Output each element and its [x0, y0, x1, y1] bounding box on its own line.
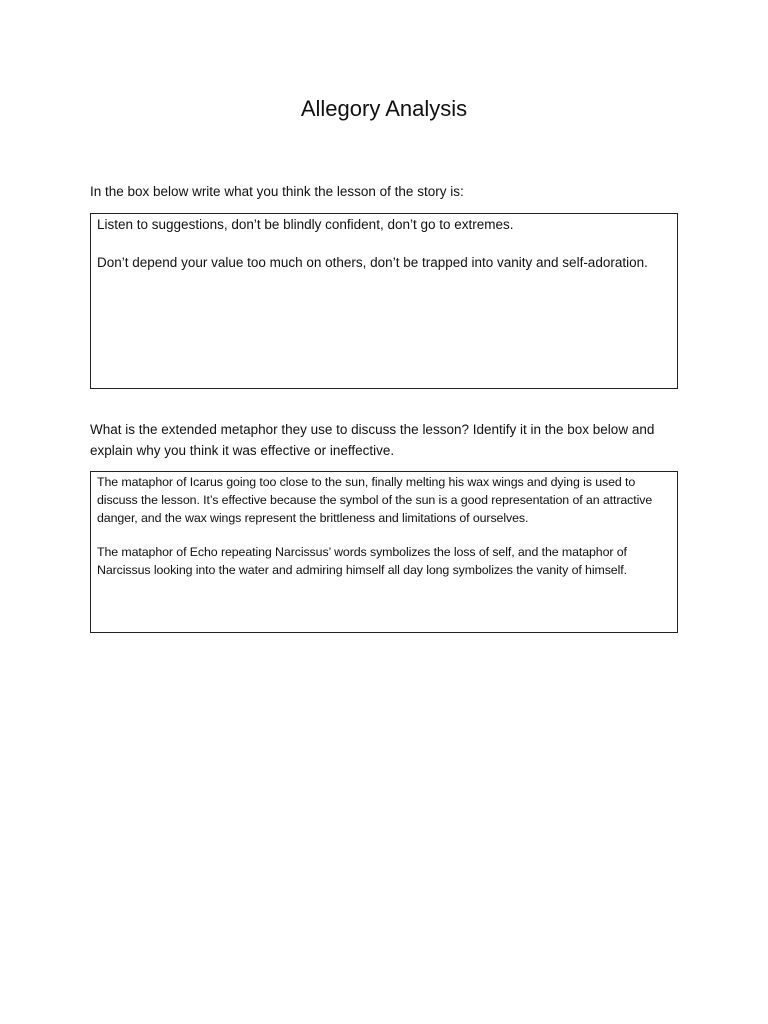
- lesson-prompt: In the box below write what you think the lesson of the story is:: [90, 184, 464, 199]
- page-title: Allegory Analysis: [300, 96, 468, 121]
- metaphor-answer-box[interactable]: [90, 471, 678, 633]
- lesson-answer-box[interactable]: [90, 213, 678, 389]
- metaphor-answer-paragraph: The mataphor of Icarus going too close to the sun, finally melting his wax wings and dying is used to discuss the lesson. It’s effective because the symbol of the sun is a good representation of an attractive danger, and the wax wings represent the brittleness and limitations of ourselves.: [97, 475, 653, 525]
- lesson-answer-paragraph: Don’t depend your value too much on others, don’t be trapped into vanity and self-adoration.: [97, 255, 648, 270]
- lesson-answer-paragraph: Listen to suggestions, don’t be blindly confident, don’t go to extremes.: [97, 217, 514, 232]
- metaphor-answer-paragraph: The mataphor of Echo repeating Narcissus’ words symbolizes the loss of self, and the mataphor of Narcissus looking into the water and admiring himself all day long symbolizes the vanity of himself.: [97, 545, 627, 577]
- metaphor-prompt: What is the extended metaphor they use to discuss the lesson? Identify it in the box below and explain why you think it was effective or ineffective.: [90, 422, 655, 458]
